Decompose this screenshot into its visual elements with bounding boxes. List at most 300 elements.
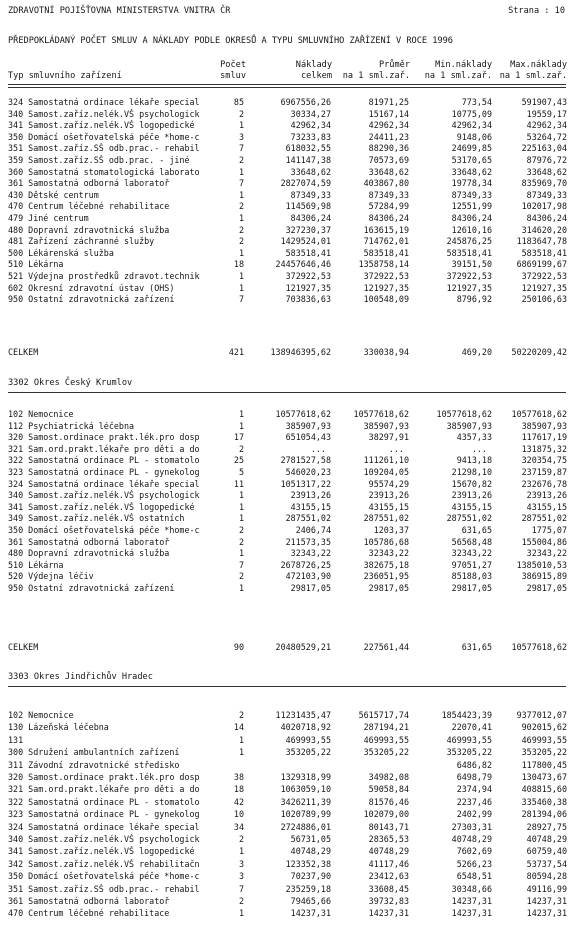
row-average: 287551,02 (363, 513, 409, 524)
row-max: 49116,99 (526, 883, 567, 894)
row-type-label: 950 Ostatní zdravotnická zařízení (8, 583, 175, 593)
row-min: 22070,41 (451, 722, 492, 733)
row-average: 33608,45 (368, 883, 409, 894)
row-max: 6869199,67 (516, 259, 567, 270)
row-min: 30348,66 (451, 883, 492, 894)
row-average: 236051,95 (363, 571, 409, 582)
row-count: 1 (238, 734, 244, 745)
row-average: 111261,10 (363, 455, 409, 466)
row-max: 155004,86 (521, 536, 567, 547)
row-average: 59058,84 (368, 784, 409, 795)
row-type-label: 102 Nemocnice (8, 710, 74, 720)
row-max: 237159,87 (521, 467, 567, 477)
row-max: 131875,32 (521, 443, 567, 454)
row-average: 385907,93 (363, 420, 409, 431)
row-count: 2 (238, 201, 244, 212)
row-count: 1 (238, 189, 244, 200)
row-cost: 70237,90 (290, 871, 331, 882)
table-row (0, 772, 573, 782)
total-average: 227561,44 (363, 642, 409, 652)
row-count: 1 (238, 747, 244, 758)
row-count: 2 (238, 710, 244, 720)
row-max: 314620,20 (521, 224, 567, 235)
row-average: 41117,46 (368, 858, 409, 869)
row-average: 15167,14 (368, 108, 409, 119)
table-row (0, 735, 573, 745)
row-cost: 1329318,99 (280, 772, 331, 782)
row-cost: 211573,35 (285, 536, 331, 547)
organization-name: ZDRAVOTNÍ POJIŠŤOVNA MINISTERSTVA VNITRA ČR (8, 6, 231, 16)
row-min: 10577618,62 (436, 409, 492, 419)
row-average: 40748,29 (368, 846, 409, 857)
row-max: 281394,06 (521, 809, 567, 820)
row-average: 57284,99 (368, 201, 409, 212)
row-average: 353205,22 (363, 747, 409, 758)
row-min: ... (471, 443, 492, 454)
row-type-label: 340 Samost.zaříz.nelék.VŠ psychologick (8, 834, 200, 844)
row-type-label: 321 Sam.ord.prakt.lékaře pro děti a do (8, 443, 200, 454)
row-cost: 79465,66 (290, 896, 331, 906)
row-average: 5615717,74 (358, 710, 409, 720)
row-max: 372922,53 (521, 271, 567, 281)
row-max: 117800,45 (521, 759, 567, 770)
row-max: 835969,70 (521, 178, 567, 189)
row-min: 287551,02 (446, 513, 492, 524)
row-min: 14237,31 (451, 896, 492, 906)
table-row (0, 760, 573, 770)
row-average: 34982,08 (368, 772, 409, 782)
table-row (0, 283, 573, 293)
row-min: 583518,41 (446, 247, 492, 258)
col-min-header-1: Min.náklady (435, 60, 492, 70)
section-2-heading: 3302 Okres Český Krumlov (8, 378, 133, 388)
row-type-label: 324 Samostatná ordinace lékaře special (8, 478, 200, 489)
table-row (0, 525, 573, 535)
row-count: 2 (238, 525, 244, 535)
row-max: 121927,35 (521, 282, 567, 293)
row-min: 5266,23 (456, 858, 492, 869)
row-max: 23913,26 (526, 490, 567, 501)
row-min: 2374,94 (456, 784, 492, 795)
row-type-label: 102 Nemocnice (8, 409, 74, 419)
table-row (0, 479, 573, 489)
row-max: 225163,04 (521, 143, 567, 154)
row-max: 10577618,62 (511, 409, 567, 419)
row-min: 40748,29 (451, 834, 492, 844)
col-min-header-2: na 1 sml.zař. (424, 71, 492, 81)
row-type-label: 520 Výdejna léčiv (8, 571, 94, 582)
row-average: 32343,22 (368, 548, 409, 559)
row-average: 23913,26 (368, 490, 409, 501)
row-max: 1385010,53 (516, 559, 567, 570)
row-count: 1 (238, 490, 244, 501)
table-row (0, 167, 573, 177)
row-type-label: 360 Samostatná stomatologická laborato (8, 166, 200, 177)
col-cost-header-2: celkem (300, 71, 332, 81)
row-average: 1203,37 (373, 525, 409, 535)
row-type-label: 351 Samost.zaříz.SŠ odb.prac.- rehabil (8, 883, 200, 894)
row-max: 40748,29 (526, 834, 567, 844)
row-cost: 42962,34 (290, 120, 331, 131)
row-max: 1775,07 (531, 525, 567, 535)
row-count: 1 (238, 409, 244, 419)
row-cost: 353205,22 (285, 747, 331, 758)
row-type-label: 324 Samostatná ordinace lékaře special (8, 97, 200, 107)
row-count: 25 (233, 455, 244, 466)
row-count: 1 (238, 247, 244, 258)
row-max: 19559,17 (526, 108, 567, 119)
table-row (0, 537, 573, 547)
row-average: 38297,91 (368, 432, 409, 443)
row-type-label: 602 Okresní zdravotní ústav (OHS) (8, 282, 175, 293)
row-count: 1 (238, 846, 244, 857)
table-row (0, 236, 573, 246)
table-row (0, 455, 573, 465)
row-max: 53264,72 (526, 131, 567, 142)
row-min: 121927,35 (446, 282, 492, 293)
row-cost: 123352,38 (285, 858, 331, 869)
row-min: 773,54 (461, 97, 492, 107)
row-average: ... (388, 443, 409, 454)
table-row (0, 710, 573, 720)
row-cost: 2406,74 (295, 525, 331, 535)
row-count: 2 (238, 896, 244, 906)
row-cost: 372922,53 (285, 271, 331, 281)
table-row (0, 896, 573, 906)
row-min: 39151,50 (451, 259, 492, 270)
table-row (0, 871, 573, 881)
row-cost: 29817,05 (290, 583, 331, 593)
row-count: 2 (238, 571, 244, 582)
row-max: 9377012,07 (516, 710, 567, 720)
row-min: 24699,85 (451, 143, 492, 154)
row-max: 28927,75 (526, 821, 567, 832)
table-row (0, 846, 573, 856)
row-cost: 14237,31 (290, 908, 331, 919)
row-count: 1 (238, 271, 244, 281)
row-max: 80594,28 (526, 871, 567, 882)
table-row (0, 120, 573, 130)
row-type-label: 340 Samost.zaříz.nelék.VŠ psychologick (8, 108, 200, 119)
row-max: 335460,38 (521, 796, 567, 807)
row-average: 100548,09 (363, 294, 409, 305)
table-row (0, 271, 573, 281)
row-cost: 703836,63 (285, 294, 331, 305)
row-average: 39732,83 (368, 896, 409, 906)
row-average: 81971,25 (368, 97, 409, 107)
row-max: 102017,98 (521, 201, 567, 212)
section-3-heading: 3303 Okres Jindřichův Hradec (8, 672, 153, 682)
row-average: 29817,05 (368, 583, 409, 593)
row-count: 2 (238, 536, 244, 547)
table-row (0, 809, 573, 819)
row-max: 84306,24 (526, 213, 567, 223)
table-row (0, 294, 573, 304)
total-row (0, 642, 573, 652)
row-cost: 114569,98 (285, 201, 331, 212)
table-row (0, 190, 573, 200)
row-type-label: 321 Sam.ord.prakt.lékaře pro děti a do (8, 784, 200, 795)
row-average: 23412,63 (368, 871, 409, 882)
table-row (0, 143, 573, 153)
row-cost: 385907,93 (285, 420, 331, 431)
row-type-label: 480 Dopravní zdravotnická služba (8, 548, 170, 559)
row-min: 97051,27 (451, 559, 492, 570)
row-min: 29817,05 (451, 583, 492, 593)
section-2-rule (8, 392, 566, 393)
table-row (0, 201, 573, 211)
row-count: 2 (238, 236, 244, 247)
row-type-label: 300 Sdružení ambulantních zařízení (8, 747, 180, 758)
row-average: 10577618,62 (353, 409, 409, 419)
row-cost: 1429524,01 (280, 236, 331, 247)
row-average: 80143,71 (368, 821, 409, 832)
row-cost: 33648,62 (290, 166, 331, 177)
table-row (0, 259, 573, 269)
row-cost: 121927,35 (285, 282, 331, 293)
row-max: 87349,33 (526, 189, 567, 200)
section-3-rule (8, 686, 566, 687)
row-max: 117617,19 (521, 432, 567, 443)
total-min: 469,20 (461, 347, 492, 357)
row-type-label: 500 Lékárenská služba (8, 247, 114, 258)
header-rule (8, 84, 566, 88)
row-count: 3 (238, 131, 244, 142)
table-row (0, 178, 573, 188)
table-row (0, 490, 573, 500)
row-min: 21298,10 (451, 467, 492, 477)
row-max: 591907,43 (521, 97, 567, 107)
row-type-label: 131 (8, 734, 29, 745)
table-row (0, 421, 573, 431)
row-cost: 618032,55 (285, 143, 331, 154)
row-max: 53737,54 (526, 858, 567, 869)
row-cost: 4020718,92 (280, 722, 331, 733)
total-cost: 138946395,62 (270, 347, 331, 357)
row-min: 27303,31 (451, 821, 492, 832)
total-max: 10577618,62 (511, 642, 567, 652)
row-count: 85 (233, 97, 244, 107)
row-type-label: 479 Jiné centrum (8, 213, 89, 223)
row-count: 7 (238, 178, 244, 189)
row-average: 87349,33 (368, 189, 409, 200)
row-type-label: 361 Samostatná odborná laboratoř (8, 896, 170, 906)
table-row (0, 132, 573, 142)
row-cost: 651054,43 (285, 432, 331, 443)
row-cost: 287551,02 (285, 513, 331, 524)
row-cost: 40748,29 (290, 846, 331, 857)
row-count: 2 (238, 108, 244, 119)
row-count: 1 (238, 583, 244, 593)
row-count: 1 (238, 501, 244, 512)
row-average: 403867,80 (363, 178, 409, 189)
row-type-label: 342 Samost.zaříz.nelék.VŠ rehabilitačn (8, 858, 200, 869)
row-type-label: 359 Samost.zaříz.SŠ odb.prac. - jiné (8, 155, 190, 165)
row-min: 14237,31 (451, 908, 492, 919)
table-row (0, 444, 573, 454)
table-row (0, 548, 573, 558)
row-min: 9413,18 (456, 455, 492, 466)
row-count: 5 (238, 467, 244, 477)
row-type-label: 510 Lékárna (8, 259, 64, 270)
row-type-label: 470 Centrum léčebné rehabilitace (8, 908, 170, 919)
table-row (0, 747, 573, 757)
total-count: 90 (233, 642, 244, 652)
table-row (0, 834, 573, 844)
row-max: 87976,72 (526, 155, 567, 165)
col-cost-header-1: Náklady (295, 60, 332, 70)
row-min: 469993,55 (446, 734, 492, 745)
row-type-label: 361 Samostatná odborná laboratoř (8, 178, 170, 189)
table-row (0, 908, 573, 918)
table-row (0, 109, 573, 119)
row-count: 2 (238, 834, 244, 844)
row-count: 1 (238, 166, 244, 177)
row-count: 1 (238, 908, 244, 919)
row-max: 42962,34 (526, 120, 567, 131)
row-cost: ... (310, 443, 331, 454)
table-row (0, 784, 573, 794)
row-type-label: 350 Domácí ošetřovatelská péče *home-c (8, 131, 200, 142)
row-count: 2 (238, 224, 244, 235)
row-type-label: 349 Samost.zaříz.nelék.VŠ ostatních (8, 513, 185, 524)
row-type-label: 350 Domácí ošetřovatelská péče *home-c (8, 525, 200, 535)
row-cost: 472103,90 (285, 571, 331, 582)
row-max: 14237,31 (526, 896, 567, 906)
row-min: 10775,09 (451, 108, 492, 119)
row-cost: 2827074,59 (280, 178, 331, 189)
table-row (0, 797, 573, 807)
row-count: 3 (238, 858, 244, 869)
row-type-label: 320 Samost.ordinace prakt.lék.pro dosp (8, 772, 200, 782)
row-max: 469993,55 (521, 734, 567, 745)
table-row (0, 409, 573, 419)
total-cost: 20480529,21 (275, 642, 331, 652)
total-max: 50220209,42 (511, 347, 567, 357)
row-average: 121927,35 (363, 282, 409, 293)
row-min: 631,65 (461, 525, 492, 535)
row-min: 2402,99 (456, 809, 492, 820)
row-cost: 2724886,01 (280, 821, 331, 832)
table-row (0, 583, 573, 593)
row-count: 7 (238, 143, 244, 154)
row-count: 7 (238, 883, 244, 894)
row-type-label: 323 Samostatná ordinace PL - gynekolog (8, 467, 200, 477)
row-cost: 56731,05 (290, 834, 331, 844)
table-row (0, 467, 573, 477)
row-type-label: 480 Dopravní zdravotnická služba (8, 224, 170, 235)
row-count: 1 (238, 282, 244, 293)
row-min: 19778,34 (451, 178, 492, 189)
row-type-label: 341 Samost.zaříz.nelék.VŠ logopedické (8, 120, 195, 131)
row-min: 32343,22 (451, 548, 492, 559)
row-cost: 235259,18 (285, 883, 331, 894)
row-average: 105786,68 (363, 536, 409, 547)
row-min: 56568,48 (451, 536, 492, 547)
row-type-label: 341 Samost.zaříz.nelék.VŠ logopedické (8, 501, 195, 512)
row-min: 42962,34 (451, 120, 492, 131)
row-cost: 30334,27 (290, 108, 331, 119)
row-max: 43155,15 (526, 501, 567, 512)
row-cost: 469993,55 (285, 734, 331, 745)
row-count: 1 (238, 420, 244, 431)
row-count: 18 (233, 259, 244, 270)
row-max: 60759,40 (526, 846, 567, 857)
row-type-label: 481 Zařízení záchranné služby (8, 236, 155, 247)
row-min: 6498,79 (456, 772, 492, 782)
row-min: 85188,03 (451, 571, 492, 582)
row-type-label: 361 Samostatná odborná laboratoř (8, 536, 170, 547)
row-max: 385907,93 (521, 420, 567, 431)
row-count: 1 (238, 213, 244, 223)
row-min: 245876,25 (446, 236, 492, 247)
row-cost: 43155,15 (290, 501, 331, 512)
row-average: 42962,34 (368, 120, 409, 131)
row-average: 382675,18 (363, 559, 409, 570)
row-count: 42 (233, 796, 244, 807)
row-cost: 87349,33 (290, 189, 331, 200)
col-max-header-2: na 1 sml.zař. (499, 71, 567, 81)
col-type-header: Typ smluvního zařízení (8, 71, 122, 81)
row-max: 33648,62 (526, 166, 567, 177)
table-row (0, 884, 573, 894)
row-min: 9148,06 (456, 131, 492, 142)
row-cost: 3426211,39 (280, 796, 331, 807)
row-cost: 1020789,99 (280, 809, 331, 820)
row-cost: 1051317,22 (280, 478, 331, 489)
row-type-label: 130 Lázeňská léčebna (8, 722, 109, 733)
row-average: 43155,15 (368, 501, 409, 512)
row-type-label: 340 Samost.zaříz.nelék.VŠ psychologick (8, 490, 200, 501)
row-max: 386915,89 (521, 571, 567, 582)
table-row (0, 822, 573, 832)
row-max: 14237,31 (526, 908, 567, 919)
row-count: 7 (238, 294, 244, 305)
row-max: 32343,22 (526, 548, 567, 559)
row-count: 18 (233, 784, 244, 795)
row-min: 385907,93 (446, 420, 492, 431)
col-avg-header-1: Průměr (378, 60, 410, 70)
row-min: 2237,46 (456, 796, 492, 807)
row-min: 4357,33 (456, 432, 492, 443)
row-cost: 546020,23 (285, 467, 331, 477)
row-count: 7 (238, 559, 244, 570)
table-row (0, 560, 573, 570)
row-count: 2 (238, 155, 244, 165)
row-min: 1854423,39 (441, 710, 492, 720)
row-cost: 583518,41 (285, 247, 331, 258)
row-max: 1183647,78 (516, 236, 567, 247)
row-max: 250106,63 (521, 294, 567, 305)
row-average: 372922,53 (363, 271, 409, 281)
row-average: 714762,01 (363, 236, 409, 247)
row-max: 353205,22 (521, 747, 567, 758)
row-type-label: 341 Samost.zaříz.nelék.VŠ logopedické (8, 846, 195, 857)
col-count-header-2: smluv (220, 71, 246, 81)
row-min: 8796,92 (456, 294, 492, 305)
total-row (0, 347, 573, 357)
row-max: 320354,75 (521, 455, 567, 466)
row-min: 33648,62 (451, 166, 492, 177)
row-cost: 73233,83 (290, 131, 331, 142)
row-min: 7602,69 (456, 846, 492, 857)
row-type-label: 112 Psychiatrická léčebna (8, 420, 135, 431)
row-type-label: 322 Samostatná ordinace PL - stomatolo (8, 796, 200, 807)
row-cost: 24457646,46 (275, 259, 331, 270)
row-min: 6486,82 (456, 759, 492, 770)
row-max: 29817,05 (526, 583, 567, 593)
row-average: 583518,41 (363, 247, 409, 258)
